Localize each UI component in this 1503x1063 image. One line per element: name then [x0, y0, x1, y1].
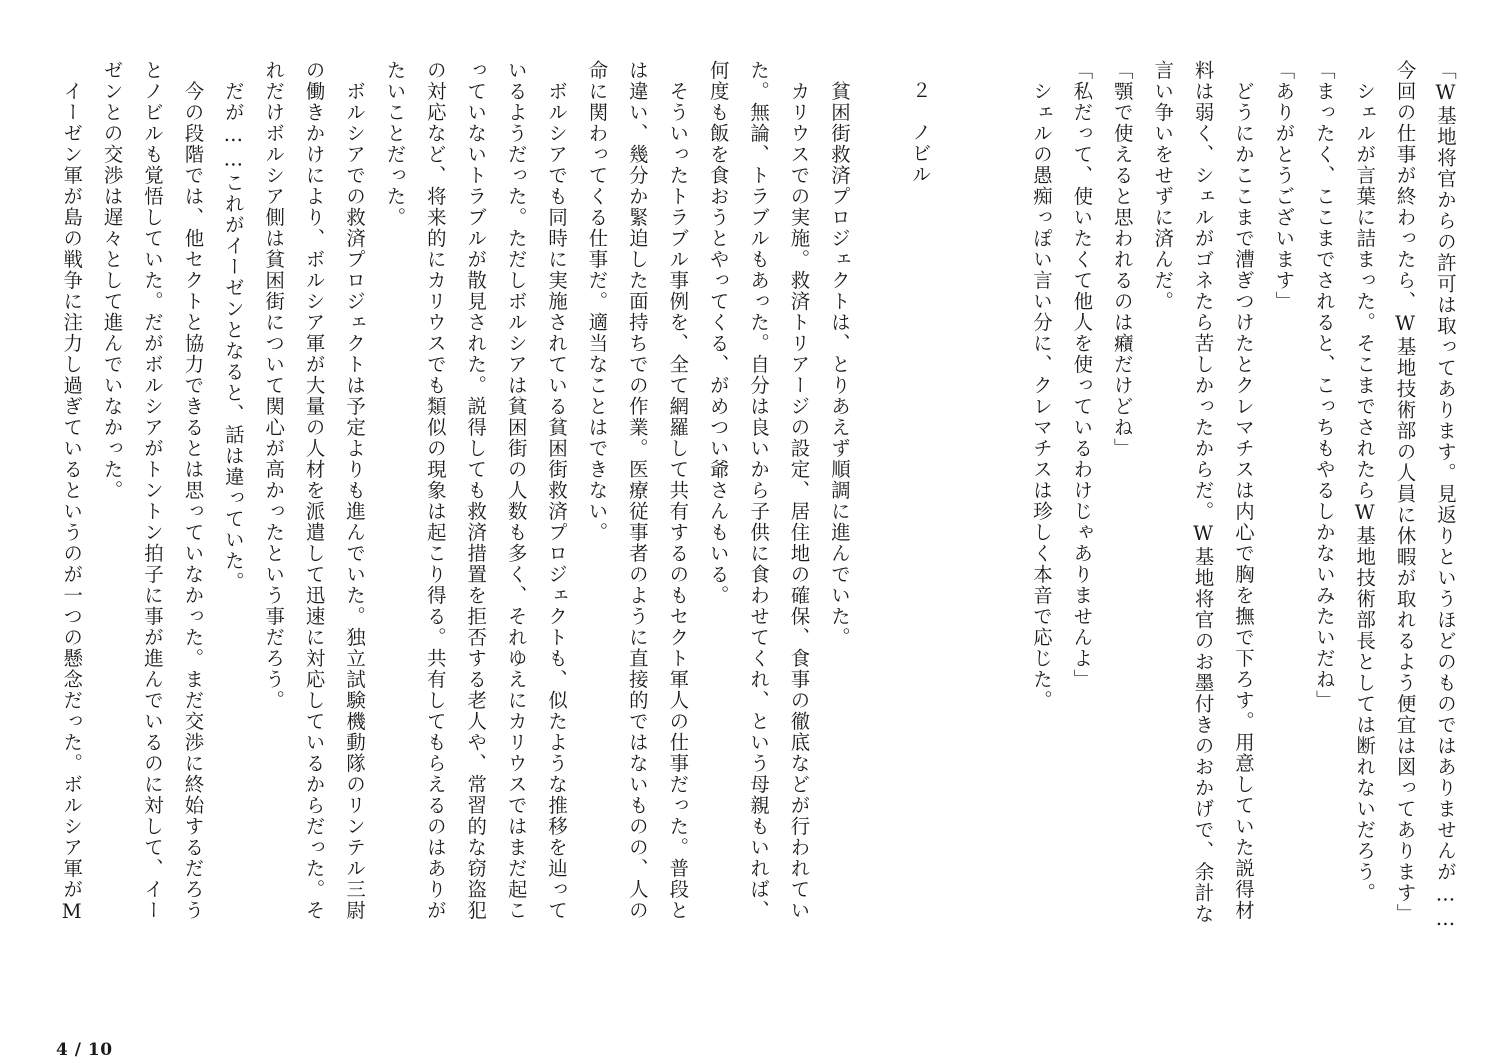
text-line: の働きかけにより、ボルシア軍が大量の人材を派遣して迅速に対応しているからだった。そ: [302, 60, 326, 921]
text-line: ゼンとの交渉は遅々として進んでいなかった。: [100, 60, 124, 501]
text-line: シェルが言葉に詰まった。そこまでされたらW基地技術部長としては断れないだろう。: [1353, 60, 1377, 904]
text-line: た。無論、トラブルもあった。自分は良いから子供に食わせてくれ、という母親もいれば、: [747, 60, 771, 921]
text-line: 貧困街救済プロジェクトは、とりあえず順調に進んでいた。: [827, 60, 851, 648]
text-line: いるようだった。ただしボルシアは貧困街の人数も多く、それゆえにカリウスではまだ起こ: [504, 60, 528, 921]
text-line: 今回の仕事が終わったら、W基地技術部の人員に休暇が取れるよう便宜は図ってあります」: [1393, 60, 1417, 925]
text-line: 何度も飯を食おうとやってくる、がめつい爺さんもいる。: [706, 60, 730, 606]
text-line: たいことだった。: [383, 60, 407, 228]
text-line: カリウスでの実施。救済トリアージの設定、居住地の確保、食事の徹底などが行われてい: [787, 60, 811, 921]
text-line: 「私だって、使いたくて他人を使っているわけじゃありませんよ」: [1070, 60, 1094, 690]
text-line: 言い争いをせずに済んだ。: [1151, 60, 1175, 312]
blank-line: [980, 60, 1020, 1020]
text-line: は違い、幾分か緊迫した面持ちでの作業。医療従事者のように直接的ではないものの、人の: [625, 60, 649, 921]
blank-line: [859, 60, 899, 1020]
text-line: イーゼン軍が島の戦争に注力し過ぎているというのが一つの懸念だった。ボルシア軍がM: [60, 60, 84, 925]
text-line: とノビルも覚悟していた。だがボルシアがトントン拍子に事が進んでいるのに対して、イー: [141, 60, 164, 921]
text-line: 「顎で使えると思われるのは癪だけどね」: [1110, 60, 1134, 459]
text-line: ボルシアでの救済プロジェクトは予定よりも進んでいた。独立試験機動隊のリンテル三尉: [343, 60, 367, 921]
text-line: 今の段階では、他セクトと協力できるとは思っていなかった。まだ交渉に終始するだろう: [181, 60, 205, 921]
text-line: どうにかここまで漕ぎつけたとクレマチスは内心で胸を撫で下ろす。用意していた説得材: [1231, 60, 1255, 921]
text-line: の対応など、将来的にカリウスでも類似の現象は起こり得る。共有してもらえるのはありが: [423, 60, 447, 921]
text-line: だが……これがイーゼンとなると、話は違っていた。: [221, 60, 245, 593]
text-line: 料は弱く、シェルがゴネたら苦しかったからだ。W基地将官のお墨付きのおかげで、余計な: [1191, 60, 1215, 925]
section-heading: ２ ノビル: [908, 80, 932, 185]
text-line: そういったトラブル事例を、全て網羅して共有するのもセクト軍人の仕事だった。普段と: [666, 60, 690, 921]
text-line: 命に関わってくる仕事だ。適当なことはできない。: [585, 60, 609, 543]
blank-line: [940, 60, 980, 1020]
text-line: シェルの愚痴っぽい言い分に、クレマチスは珍しく本音で応じた。: [1029, 60, 1053, 711]
text-line: 「まったく、ここまでされると、こっちもやるしかないみたいだね」: [1312, 60, 1336, 711]
text-line: 「ありがとうございます」: [1272, 60, 1296, 312]
text-line: 「W基地将官からの許可は取ってあります。見返りというほどのものではありませんが……: [1434, 60, 1457, 932]
text-line: っていないトラブルが散見された。説得しても救済措置を拒否する老人や、常習的な窃盗犯: [464, 60, 488, 921]
vertical-text-body: [0, 60, 1465, 1020]
page-number: 4 / 10: [56, 1040, 113, 1060]
text-line: れだけボルシア側は貧困街について関心が高かったという事だろう。: [262, 60, 286, 711]
text-line: ボルシアでも同時に実施されている貧困街救済プロジェクトも、似たような推移を辿って: [545, 60, 569, 921]
